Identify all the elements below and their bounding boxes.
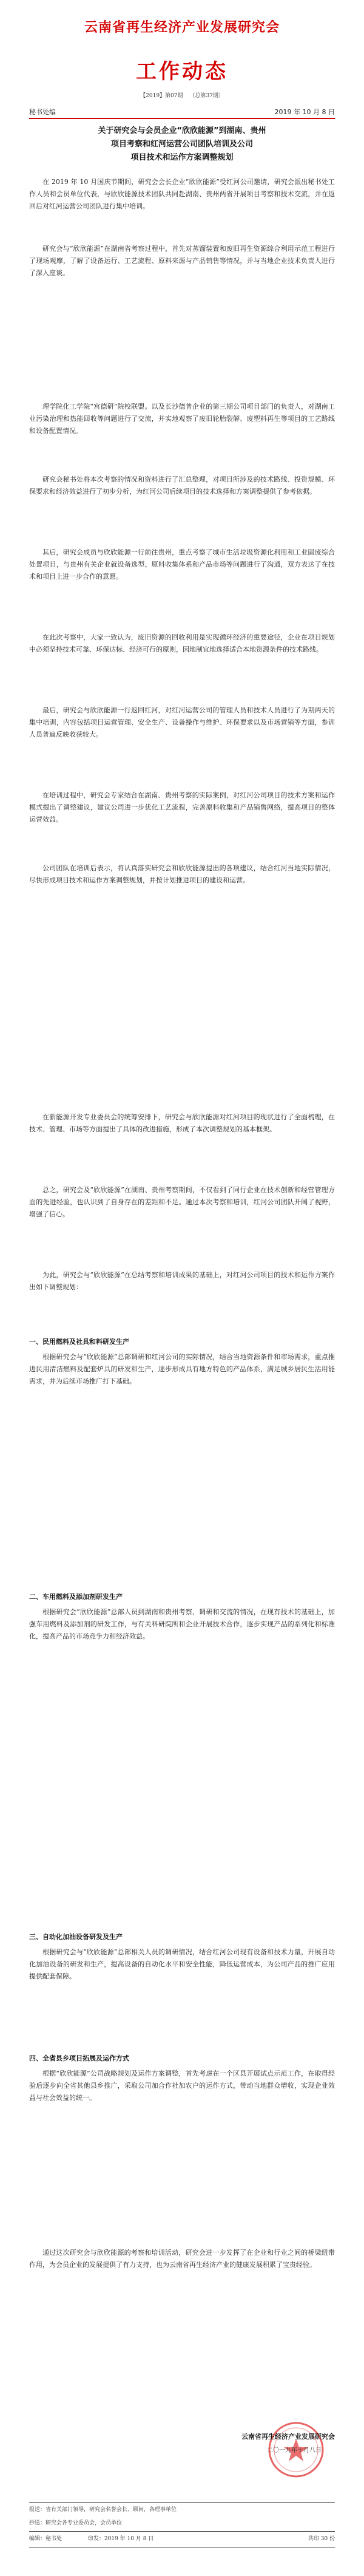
paragraph: 在新能源开发专业委员会的统筹安排下，研究会与欣欣能源对红河项目的现状进行了全面梳理，在技术、管理、市场等方面提出了具体的改进措施，形成了本次调整规划的基本框架。 [29, 1113, 335, 1133]
footer-editor: 编辑：秘书处 [29, 2536, 62, 2542]
publisher: 秘书处编 [29, 108, 56, 116]
footer-send-to: 报送：省有关部门领导，研究会名誉会长、顾问，各理事单位 [29, 2507, 177, 2513]
section-heading: 三、自动化加油设备研发及生产 [29, 1933, 123, 1941]
footer-rule-top [29, 2502, 335, 2503]
signature-date: 二〇一九年十月八日 [267, 2447, 322, 2454]
footer-editor-row [29, 2535, 335, 2543]
paragraph: 为此，研究会与“欣欣能源”在总结考察和培训成果的基础上，对红河公司项目的技术和运作方案作出如下调整规划： [29, 1271, 335, 1291]
header-rule [29, 118, 335, 119]
section-text: 根据“欣欣能源”公司战略规划及运作方案调整，首先考虑在一个区县开展试点示范工作，在取得经验后逐步向全省其他县乡推广，采取公司加合作社加农户的运作方式，带动当地群众增收，实现企业效益与社会效益的统一。 [29, 2070, 335, 2102]
section-heading: 四、全省县乡项目拓展及运作方式 [29, 2054, 129, 2062]
section-text: 根据研究会“欣欣能源”总部人员到湖南和贵州考察、调研和交流的情况，在现有技术的基础上，加强车用燃料及添加剂的研发工作，与有关科研院所和企业开展技术合作，逐步实现产品的系列化和标准化，提高产品的市场竞争力和经济效益。 [29, 1608, 335, 1640]
document-title [29, 124, 335, 165]
closing-paragraph: 通过这次研究会与欣欣能源的考察和培训活动，研究会进一步发挥了在企业和行业之间的桥梁纽带作用，为会员企业的发展提供了有力支持，也为云南省再生经济产业的健康发展积累了宝贵经验。 [29, 2249, 335, 2269]
footer-printed: 印发：2019 年 10 月 8 日 [87, 2536, 154, 2542]
paragraph: 研究会秘书处将本次考察的情况和资料进行了汇总整理，对项目所涉及的技术路线、投资规模、环保要求和经济效益进行了初步分析，为红河公司后续项目的技术选择和方案调整提供了参考依据。 [29, 475, 335, 496]
section-text: 根据研究会与“欣欣能源”总部调研和红河公司的实际情况，结合当地资源条件和市场需求，重点推进民用清洁燃料及配套炉具的研发和生产，逐步形成具有地方特色的产品体系，满足城乡居民生活用能需求，并为后续市场推广打下基础。 [29, 1353, 335, 1385]
paragraph: 总之，研究会及“欣欣能源”在湖南、贵州考察期间，不仅看到了同行企业在技术创新和经营管理方面的先进经验，也认识到了自身存在的差距和不足。通过本次考察和培训，红河公司团队开阔了视野，增强了信心。 [29, 1186, 335, 1218]
paragraph: 其后，研究会成员与欣欣能源一行前往贵州，重点考察了城市生活垃圾资源化利用和工业固废综合处置项目，与贵州有关企业就设备选型、原料收集体系和产品市场等问题进行了沟通，双方表达了在技术和项目上进一步合作的意愿。 [29, 548, 335, 581]
paragraph: 在培训过程中，研究会专家结合在湖南、贵州考察的实际案例，对红河公司项目的技术方案和运作模式提出了调整建议，建议公司进一步优化工艺流程，完善原料收集和产品销售网络，提高项目的整体运营效益。 [29, 791, 335, 823]
signature-block [232, 2424, 335, 2479]
paragraph: 公司团队在培训后表示，将认真落实研究会和欣欣能源提出的各项建议，结合红河当地实际情况，尽快形成项目技术和运作方案调整规划，并按计划推进项目的建设和运营。 [29, 864, 335, 884]
paragraph: 在 2019 年 10 月国庆节期间，研究会会长企业“欣欣能源”受红河公司邀请，研究会派出秘书处工作人员和会员单位代表，与欣欣能源技术团队共同赴湖南、贵州两省开展项目考察和技术交流，并在返回后对红河运营公司团队进行集中培训。 [29, 178, 335, 210]
meta-row [29, 107, 335, 117]
issue-number: 【2019】第07期 [140, 93, 183, 99]
issue-total: （总第37期） [189, 93, 224, 99]
issue-date: 2019 年 10 月 8 日 [274, 108, 335, 116]
footer-copy-to: 抄送：研究会各专业委员会，会员单位 [29, 2520, 123, 2526]
org-name: 云南省再生经济产业发展研究会 [84, 20, 280, 35]
signature-org: 云南省再生经济产业发展研究会 [241, 2433, 335, 2441]
title-line: 项目考察和红河运营公司团队培训及公司 [110, 140, 253, 149]
issue-line [0, 91, 364, 99]
section-heading: 二、车用燃料及添加剂研发生产 [29, 1593, 123, 1601]
title-line: 项目技术和运作方案调整规划 [130, 153, 234, 162]
footer-rule-mid [29, 2531, 335, 2532]
footer-copies: 共印 30 份 [308, 2536, 335, 2542]
paragraph: 理学院化工学院“宫德研”院校联盟。以及长沙德普企业的第三期公司项目部门的负责人，对湖南工业污染治理和热能回收等问题进行了交流，并实地观察了废旧轮胎裂解、废塑料再生等项目的工艺路线和设备配置情况。 [29, 403, 335, 435]
paragraph: 在此次考察中，大家一致认为，废旧资源的回收利用是实现循环经济的重要途径，企业在项目规划中必须坚持技术可靠、环保达标、经济可行的原则，因地制宜地选择适合本地资源条件的技术路线。 [29, 633, 335, 653]
paragraph: 最后，研究会与欣欣能源一行返回红河，对红河运营公司的管理人员和技术人员进行了为期两天的集中培训，内容包括项目运营管理、安全生产、设备操作与维护、环保要求以及市场营销等方面，参训人员普遍反映收获较大。 [29, 706, 335, 738]
section-text: 根据研究会与“欣欣能源”总部相关人员的调研情况，结合红河公司现有设备和技术力量，开展自动化加油设备的研发和生产，提高设备的自动化水平和安全性能，降低运营成本，为公司产品的推广应用提供配套保障。 [29, 1948, 335, 1980]
title-line: 关于研究会与会员企业“欣欣能源”到湖南、贵州 [98, 126, 266, 135]
paragraph: 研究会与“欣欣能源”在湖南省考察过程中，首先对蒸馏装置和废旧再生资源综合利用示范工程进行了现场观摩，了解了设备运行、工艺流程、原料来源与产品销售等情况，并与当地企业技术负责人进行了深入座谈。 [29, 245, 335, 277]
section-heading: 一、民用燃料及社具和料研发生产 [29, 1338, 129, 1346]
bulletin-title: 工作动态 [136, 60, 228, 84]
